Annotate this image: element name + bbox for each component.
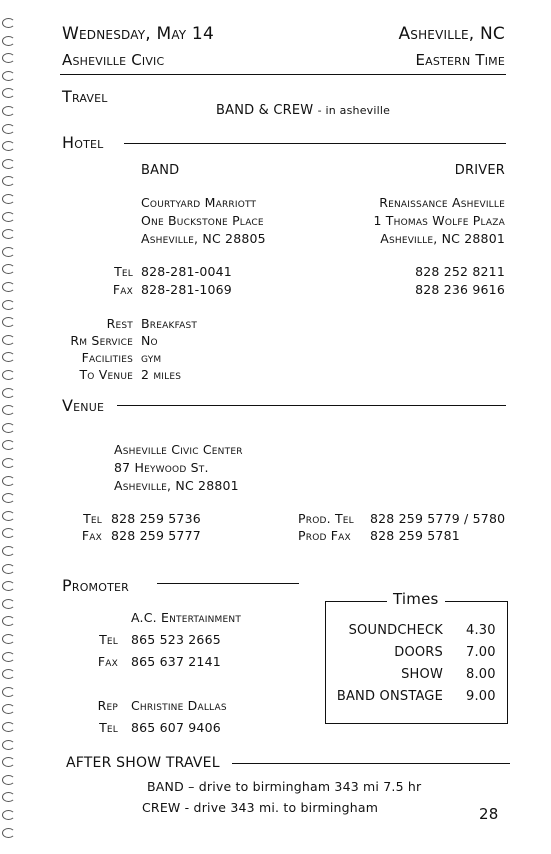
spiral-ring (2, 546, 15, 556)
spiral-ring (2, 828, 15, 838)
spiral-ring (2, 71, 15, 81)
spiral-ring (2, 740, 15, 750)
promoter-divider (157, 583, 299, 584)
hotel-driver-tel: 828 252 8211 (415, 264, 505, 279)
venue-street: 87 Heywood St. (114, 460, 209, 475)
travel-label: Travel (62, 87, 108, 106)
hotel-driver-fax: 828 236 9616 (415, 282, 505, 297)
venue-city: Asheville, NC 28801 (114, 478, 239, 493)
hotel-band-city: Asheville, NC 28805 (141, 231, 266, 246)
venue-prod-tel: 828 259 5779 / 5780 (370, 511, 506, 526)
promoter-fax: 865 637 2141 (131, 654, 221, 669)
spiral-ring (2, 88, 15, 98)
promoter-rep: Christine Dallas (131, 698, 227, 713)
spiral-ring (2, 335, 15, 345)
venue-divider (117, 405, 506, 406)
amenity-value: 2 miles (141, 367, 182, 382)
spiral-ring (2, 476, 15, 486)
after-show-crew-label: CREW (142, 800, 181, 815)
spiral-ring (2, 581, 15, 591)
hotel-driver-name: Renaissance Asheville (379, 195, 505, 210)
spiral-ring (2, 124, 15, 134)
after-show-band-text: – drive to birmingham 343 mi 7.5 hr (188, 779, 422, 794)
spiral-ring (2, 18, 15, 28)
times-row-value: 4.30 (466, 623, 496, 638)
spiral-ring (2, 176, 15, 186)
travel-note (216, 103, 390, 118)
spiral-ring (2, 564, 15, 574)
venue-name: Asheville Civic Center (114, 442, 243, 457)
venue-tel-label: Tel (83, 511, 102, 526)
header-venue: Asheville Civic (62, 51, 165, 69)
hotel-driver-heading: DRIVER (454, 163, 505, 178)
spiral-ring (2, 810, 15, 820)
spiral-ring (2, 652, 15, 662)
amenity-label: Rm Service (70, 333, 133, 348)
venue-prod-tel-label: Prod. Tel (298, 511, 354, 526)
hotel-tel-label: Tel (114, 264, 133, 279)
after-show-divider (232, 763, 510, 764)
spiral-ring (2, 282, 15, 292)
times-box (325, 601, 508, 724)
spiral-ring (2, 229, 15, 239)
times-row-label: SHOW (401, 667, 443, 682)
hotel-driver-street: 1 Thomas Wolfe Plaza (373, 213, 505, 228)
hotel-band-street: One Buckstone Place (141, 213, 264, 228)
spiral-ring (2, 634, 15, 644)
header-timezone: Eastern Time (415, 51, 505, 69)
amenity-value: gym (141, 350, 162, 365)
header-city: Asheville, NC (398, 24, 505, 44)
promoter-company: A.C. Entertainment (131, 610, 242, 625)
spiral-ring (2, 53, 15, 63)
spiral-ring (2, 352, 15, 362)
spiral-ring (2, 616, 15, 626)
times-title: Times (387, 590, 445, 608)
header-date: Wednesday, May 14 (62, 24, 214, 44)
spiral-ring (2, 264, 15, 274)
after-show-band-label: BAND (147, 779, 184, 794)
spiral-ring (2, 775, 15, 785)
amenity-label: Facilities (81, 350, 133, 365)
amenity-value: No (141, 333, 158, 348)
after-show-crew-text: - drive 343 mi. to birmingham (184, 800, 379, 815)
promoter-tel-label: Tel (99, 632, 118, 647)
venue-label: Venue (62, 396, 105, 415)
spiral-ring (2, 194, 15, 204)
spiral-ring (2, 36, 15, 46)
header-divider (60, 74, 506, 75)
spiral-ring (2, 247, 15, 257)
times-row-value: 9.00 (466, 689, 496, 704)
spiral-ring (2, 159, 15, 169)
venue-prod-fax-label: Prod Fax (298, 528, 351, 543)
spiral-ring (2, 687, 15, 697)
spiral-ring (2, 599, 15, 609)
spiral-ring (2, 493, 15, 503)
spiral-ring (2, 511, 15, 521)
spiral-ring (2, 704, 15, 714)
venue-fax: 828 259 5777 (111, 528, 201, 543)
spiral-ring (2, 528, 15, 538)
spiral-ring (2, 317, 15, 327)
amenity-label: To Venue (79, 367, 133, 382)
spiral-ring (2, 370, 15, 380)
promoter-fax-label: Fax (97, 654, 118, 669)
spiral-ring (2, 388, 15, 398)
spiral-ring (2, 669, 15, 679)
spiral-ring (2, 722, 15, 732)
promoter-label: Promoter (62, 576, 130, 595)
hotel-fax-label: Fax (112, 282, 133, 297)
promoter-tel: 865 523 2665 (131, 632, 221, 647)
hotel-band-name: Courtyard Marriott (141, 195, 257, 210)
spiral-ring (2, 440, 15, 450)
page-number: 28 (479, 805, 499, 823)
spiral-ring (2, 405, 15, 415)
hotel-band-heading: BAND (141, 163, 180, 178)
venue-fax-label: Fax (81, 528, 102, 543)
promoter-rep-tel: 865 607 9406 (131, 720, 221, 735)
promoter-rep-tel-label: Tel (99, 720, 118, 735)
spiral-ring (2, 458, 15, 468)
after-show-label: AFTER SHOW TRAVEL (66, 755, 220, 771)
spiral-ring (2, 300, 15, 310)
venue-prod-fax: 828 259 5781 (370, 528, 460, 543)
times-row-label: SOUNDCHECK (348, 623, 443, 638)
after-show-band (147, 779, 421, 794)
times-row-label: BAND ONSTAGE (336, 689, 443, 704)
spiral-ring (2, 792, 15, 802)
after-show-crew (142, 800, 378, 815)
travel-note-main: BAND & CREW (216, 103, 314, 118)
hotel-band-tel: 828-281-0041 (141, 264, 232, 279)
spiral-ring (2, 106, 15, 116)
times-row-value: 7.00 (466, 645, 496, 660)
venue-tel: 828 259 5736 (111, 511, 201, 526)
travel-note-suffix: - in asheville (317, 104, 391, 117)
amenity-value: Breakfast (141, 316, 198, 331)
promoter-rep-label: Rep (97, 698, 118, 713)
times-row-value: 8.00 (466, 667, 496, 682)
times-row-label: DOORS (394, 645, 443, 660)
hotel-divider (124, 143, 506, 144)
spiral-ring (2, 757, 15, 767)
hotel-driver-city: Asheville, NC 28801 (380, 231, 505, 246)
amenity-label: Rest (106, 316, 133, 331)
spiral-ring (2, 423, 15, 433)
spiral-ring (2, 141, 15, 151)
hotel-label: Hotel (62, 133, 104, 152)
spiral-ring (2, 212, 15, 222)
hotel-band-fax: 828-281-1069 (141, 282, 232, 297)
